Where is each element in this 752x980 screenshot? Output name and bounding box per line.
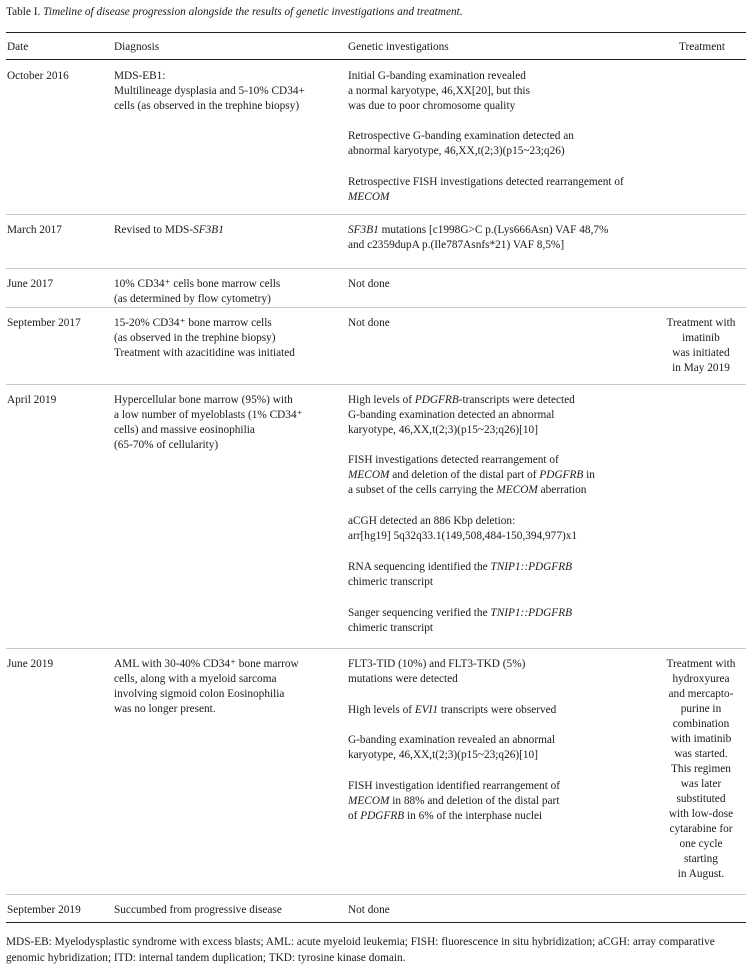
text-line: chimeric transcript <box>348 576 434 588</box>
cell-treatment <box>656 316 746 376</box>
header-date: Date <box>7 41 29 53</box>
top-rule <box>6 32 746 33</box>
cell-diagnosis <box>114 69 340 114</box>
cell-genetic-paragraph <box>348 657 668 687</box>
text-line: RNA sequencing identified the TNIP1::PDGFRB <box>348 561 573 573</box>
cell-treatment <box>656 657 746 882</box>
row-separator <box>6 268 746 269</box>
cell-genetic-paragraph <box>348 393 668 438</box>
cell-genetic-paragraph <box>348 277 668 292</box>
text-line: G-banding examination detected an abnormal <box>348 409 555 421</box>
text-line: a normal karyotype, 46,XX[20], but this <box>348 85 530 97</box>
text-line: cells) and massive eosinophilia <box>114 424 255 436</box>
text-line: karyotype, 46,XX,t(2;3)(p15~23;q26)[10] <box>348 424 538 436</box>
text-line: AML with 30-40% CD34⁺ bone marrow <box>114 658 299 670</box>
text-line: arr[hg19] 5q32q33.1(149,508,484-150,394,977)x1 <box>348 530 578 542</box>
text-line: High levels of PDGFRB-transcripts were detected <box>348 394 575 406</box>
cell-date: June 2017 <box>7 278 54 290</box>
text-line: was no longer present. <box>114 703 216 715</box>
text-line: Treatment with <box>666 317 736 329</box>
text-line: Multilineage dysplasia and 5-10% CD34+ <box>114 85 305 97</box>
text-line: cells (as observed in the trephine biopsy) <box>114 100 300 112</box>
text-line: chimeric transcript <box>348 622 434 634</box>
text-line: and c2359dupA p.(Ile787Asnfs*21) VAF 8,5%] <box>348 239 565 251</box>
text-line: Sanger sequencing verified the TNIP1::PDGFRB <box>348 607 572 619</box>
cell-diagnosis <box>114 903 340 918</box>
cell-genetic-paragraph <box>348 175 668 205</box>
text-line: purine in <box>680 703 722 715</box>
text-line: MECOM <box>348 191 390 203</box>
text-line: FISH investigations detected rearrangement of <box>348 454 559 466</box>
text-line: Treatment with azacitidine was initiated <box>114 347 295 359</box>
cell-genetic-paragraph <box>348 223 668 253</box>
text-line: cells, along with a myeloid sarcoma <box>114 673 277 685</box>
text-line: Hypercellular bone marrow (95%) with <box>114 394 293 406</box>
cell-date: June 2019 <box>7 658 54 670</box>
text-line: of PDGFRB in 6% of the interphase nuclei <box>348 810 543 822</box>
text-line: was started. <box>674 748 728 760</box>
text-line: and mercapto- <box>668 688 734 700</box>
cell-genetic-paragraph <box>348 703 668 718</box>
text-line: was later <box>680 778 722 790</box>
text-line: Treatment with <box>666 658 736 670</box>
row-separator <box>6 384 746 385</box>
caption-title: Timeline of disease progression alongside the results of genetic investigations and treatment. <box>43 6 463 18</box>
text-line: with imatinib <box>670 733 732 745</box>
text-line: combination <box>672 718 730 730</box>
text-line: karyotype, 46,XX,t(2;3)(p15~23;q26)[10] <box>348 749 538 761</box>
text-line: cytarabine for <box>669 823 733 835</box>
cell-date: March 2017 <box>7 224 62 236</box>
text-line: Succumbed from progressive disease <box>114 904 282 916</box>
text-line: Not done <box>348 278 390 290</box>
row-separator <box>6 214 746 215</box>
cell-genetic-paragraph <box>348 560 668 590</box>
text-line: Initial G-banding examination revealed <box>348 70 526 82</box>
cell-diagnosis <box>114 277 340 307</box>
table-caption <box>6 5 746 20</box>
text-line: (as observed in the trephine biopsy) <box>114 332 276 344</box>
cell-genetic-paragraph <box>348 779 668 824</box>
row-separator <box>6 307 746 308</box>
cell-genetic-paragraph <box>348 129 668 159</box>
text-line: in May 2019 <box>672 362 730 374</box>
row-separator <box>6 648 746 649</box>
header-genetic-investigations: Genetic investigations <box>348 41 449 53</box>
text-line: High levels of EVI1 transcripts were observed <box>348 704 557 716</box>
cell-genetic-paragraph <box>348 514 668 544</box>
cell-date: September 2017 <box>7 317 81 329</box>
header-rule <box>6 59 746 60</box>
text-line: Revised to MDS-SF3B1 <box>114 224 224 236</box>
text-line: abnormal karyotype, 46,XX,t(2;3)(p15~23;q26) <box>348 145 565 157</box>
text-line: SF3B1 mutations [c1998G>C p.(Lys666Asn) VAF 48,7% <box>348 224 609 236</box>
cell-genetic-paragraph <box>348 316 668 331</box>
cell-diagnosis <box>114 223 340 238</box>
cell-genetic-paragraph <box>348 453 668 498</box>
text-line: MDS-EB1: <box>114 70 166 82</box>
row-separator <box>6 894 746 895</box>
cell-diagnosis <box>114 657 340 717</box>
text-line: substituted <box>676 793 726 805</box>
text-line: a low number of myeloblasts (1% CD34⁺ <box>114 409 303 421</box>
text-line: 15-20% CD34⁺ bone marrow cells <box>114 317 272 329</box>
text-line: starting <box>684 853 718 865</box>
text-line: Not done <box>348 317 390 329</box>
table-footnote: MDS-EB: Myelodysplastic syndrome with excess blasts; AML: acute myeloid leukemia; FISH: fluorescence in situ hybridization; aCGH: array comparative genomic hybridization; ITD: internal tandem duplication; TKD: tyrosine kinase domain. <box>6 936 715 964</box>
text-line: FISH investigation identified rearrangement of <box>348 780 561 792</box>
cell-date: April 2019 <box>7 394 57 406</box>
text-line: Not done <box>348 904 390 916</box>
text-line: involving sigmoid colon Eosinophilia <box>114 688 285 700</box>
cell-genetic-paragraph <box>348 903 668 918</box>
text-line: MECOM in 88% and deletion of the distal part <box>348 795 560 807</box>
text-line: one cycle <box>679 838 723 850</box>
header-diagnosis: Diagnosis <box>114 41 160 53</box>
cell-genetic-paragraph <box>348 733 668 763</box>
text-line: aCGH detected an 886 Kbp deletion: <box>348 515 516 527</box>
text-line: Retrospective G-banding examination detected an <box>348 130 574 142</box>
cell-genetic-paragraph <box>348 69 668 114</box>
text-line: 10% CD34⁺ cells bone marrow cells <box>114 278 281 290</box>
text-line: in August. <box>677 868 725 880</box>
caption-label: Table I. <box>6 6 41 18</box>
cell-date: October 2016 <box>7 70 69 82</box>
cell-diagnosis <box>114 316 340 361</box>
text-line: mutations were detected <box>348 673 458 685</box>
text-line: MECOM and deletion of the distal part of PDGFRB in <box>348 469 595 481</box>
text-line: a subset of the cells carrying the MECOM aberration <box>348 484 587 496</box>
text-line: This regimen <box>671 763 731 775</box>
cell-diagnosis <box>114 393 340 453</box>
text-line: (as determined by flow cytometry) <box>114 293 271 305</box>
text-line: FLT3-TID (10%) and FLT3-TKD (5%) <box>348 658 526 670</box>
text-line: G-banding examination revealed an abnormal <box>348 734 556 746</box>
text-line: was initiated <box>672 347 730 359</box>
bottom-rule <box>6 922 746 923</box>
cell-date: September 2019 <box>7 904 81 916</box>
cell-genetic-paragraph <box>348 606 668 636</box>
header-treatment: Treatment <box>678 41 726 53</box>
text-line: (65-70% of cellularity) <box>114 439 219 451</box>
text-line: with low-dose <box>668 808 734 820</box>
text-line: hydroxyurea <box>672 673 730 685</box>
text-line: Retrospective FISH investigations detected rearrangement of <box>348 176 624 188</box>
text-line: was due to poor chromosome quality <box>348 100 516 112</box>
text-line: imatinib <box>682 332 720 344</box>
